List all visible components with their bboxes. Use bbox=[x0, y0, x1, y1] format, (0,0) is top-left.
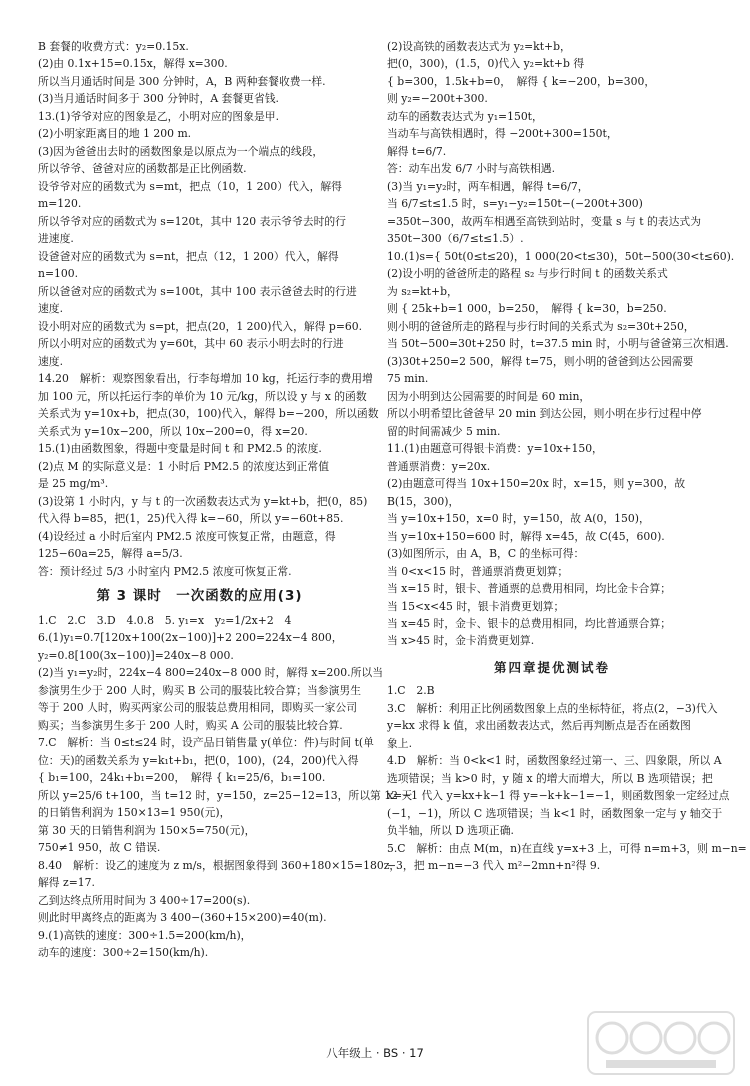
answer-line: 当 y=10x+150，x=0 时，y=150，故 A(0，150)， bbox=[387, 512, 650, 526]
answer-line: y=kx 求得 k 值，求出函数表达式，然后再判断点是否在函数图 bbox=[387, 719, 691, 733]
answer-line: 当 0<x<15 时，普通票消费更划算； bbox=[387, 564, 569, 578]
answer-line: (2)由题意可得当 10x+150=20x 时，x=15，则 y=300，故 bbox=[387, 477, 686, 491]
answer-line: 当 6/7≤t≤1.5 时，s=y₁−y₂=150t−(−200t+300) bbox=[387, 197, 643, 211]
answer-line: (3)当月通话时间多于 300 分钟时，A 套餐更省钱. bbox=[38, 92, 279, 106]
answer-line: 5.C 解析：由点 M(m，n)在直线 y=x+3 上，可得 n=m+3，则 m−n= bbox=[387, 841, 747, 855]
answer-line: (−1，−1)，所以 C 选项错误；当 k<1 时，函数图象一定与 y 轴交于 bbox=[387, 806, 723, 820]
answer-line: B 套餐的收费方式：y₂=0.15x. bbox=[38, 40, 189, 53]
answer-line: 4.D 解析：当 0<k<1 时，函数图象经过第一、三、四象限，所以 A bbox=[387, 754, 722, 768]
answer-line: (3)设第 1 小时内，y 与 t 的一次函数表达式为 y=kt+b，把(0，85) bbox=[38, 494, 368, 508]
answer-line: 普通票消费：y=20x. bbox=[387, 459, 491, 473]
answer-line: 是 25 mg/m³. bbox=[38, 477, 109, 491]
answer-line: 8.40 解析：设乙的速度为 z m/s，根据图象得到 360+180×15=180z， bbox=[38, 858, 401, 872]
answer-line: 动车的速度：300÷2=150(km/h). bbox=[38, 946, 209, 960]
answer-line: 1.C 2.C 3.D 4.0.8 5. y₁=x y₂=1/2x+2 4 bbox=[38, 613, 292, 627]
test-title: 第四章提优测试卷 bbox=[493, 659, 610, 675]
answer-line: 125−60a=25，解得 a=5/3. bbox=[38, 547, 183, 561]
answer-line: 所以小明希望比爸爸早 20 min 到达公园，则小明在步行过程中停 bbox=[387, 407, 702, 421]
answer-line: 乙到达终点所用时间为 3 400÷17=200(s). bbox=[38, 893, 251, 907]
answer-line: (2)设小明的爸爸所走的路程 s₂ 与步行时间 t 的函数关系式 bbox=[387, 267, 668, 281]
answer-line: 解得 t=6/7. bbox=[387, 144, 447, 158]
answer-line: (3)当 y₁=y₂时，两车相遇，解得 t=6/7， bbox=[387, 179, 589, 193]
answer-line: 750≠1 950，故 C 错误. bbox=[38, 841, 161, 855]
answer-line: (2)由 0.1x+15=0.15x，解得 x=300. bbox=[38, 57, 228, 71]
answer-line: =350t−300，故两车相遇至高铁到站时，变量 s 与 t 的表达式为 bbox=[387, 214, 701, 228]
answer-line: 象上. bbox=[387, 736, 413, 750]
answer-line: 答：动车出发 6/7 小时与高铁相遇. bbox=[387, 162, 556, 176]
answer-line: 参演男生少于 200 人时，购买 B 公司的服装比较合算；当参演男生 bbox=[38, 683, 361, 697]
watermark-logo bbox=[586, 1008, 736, 1078]
answer-line: 1.C 2.B bbox=[387, 684, 435, 698]
answer-line: m=120. bbox=[38, 197, 82, 211]
answer-line: B(15，300)， bbox=[387, 494, 460, 508]
answer-line: 关系式为 y=10x−200，所以 10x−200=0，得 x=20. bbox=[38, 424, 308, 438]
answer-line: x=−1 代入 y=kx+k−1 得 y=−k+k−1=−1，则函数图象一定经过点 bbox=[387, 789, 730, 803]
answer-line: 速度. bbox=[38, 302, 64, 316]
answer-line: 留的时间需减少 5 min. bbox=[387, 424, 501, 438]
answer-line: 当 x=15 时，银卡、普通票的总费用相同，均比金卡合算； bbox=[387, 582, 672, 596]
answer-line: 11.(1)由题意可得银卡消费：y=10x+150， bbox=[387, 442, 603, 456]
answer-line: { b₁=100，24k₁+b₁=200， 解得 { k₁=25/6，b₁=100. bbox=[38, 771, 326, 785]
answer-line: 则小明的爸爸所走的路程与步行时间的关系式为 s₂=30t+250， bbox=[387, 319, 695, 333]
answer-line: (4)设经过 a 小时后室内 PM2.5 浓度可恢复正常，由题意，得 bbox=[38, 529, 336, 543]
answer-line: 负半轴，所以 D 选项正确. bbox=[387, 824, 514, 838]
left-answers-top bbox=[38, 38, 379, 580]
answer-line: 6.(1)y₁=0.7[120x+100(2x−100)]+2 200=224x−4 800， bbox=[38, 631, 343, 645]
page-footer: 八年级上 · BS · 17 bbox=[326, 1046, 424, 1060]
right-column bbox=[387, 38, 747, 875]
answer-line: 当动车与高铁相遇时，得 −200t+300=150t， bbox=[387, 127, 618, 141]
answer-line: 当 50t−500=30t+250 时，t=37.5 min 时，小明与爸爸第三次相遇. bbox=[387, 337, 729, 351]
answer-line: (2)设高铁的函数表达式为 y₂=kt+b， bbox=[387, 40, 571, 53]
answer-line: 动车的函数表达式为 y₁=150t， bbox=[387, 109, 543, 123]
answer-line: 选项错误；当 k>0 时，y 随 x 的增大而增大，所以 B 选项错误；把 bbox=[387, 771, 713, 785]
answer-line: 350t−300（6/7≤t≤1.5）. bbox=[387, 232, 524, 246]
answer-line: 解得 z=17. bbox=[38, 876, 95, 890]
answer-line: 当 x=45 时，金卡、银卡的总费用相同，均比普通票合算； bbox=[387, 616, 672, 630]
answer-line: 进速度. bbox=[38, 232, 74, 246]
answer-line: 13.(1)爷爷对应的图象是乙，小明对应的图象是甲. bbox=[38, 109, 280, 123]
answer-line: (3)因为爸爸出去时的函数图象是以原点为一个端点的线段， bbox=[38, 144, 324, 158]
answer-line: 所以当月通话时间是 300 分钟时，A，B 两种套餐收费一样. bbox=[38, 74, 326, 88]
answer-line: n=100. bbox=[38, 267, 79, 281]
answer-line: (2)当 y₁=y₂时，224x−4 800=240x−8 000 时，解得 x=200.所以当 bbox=[38, 666, 383, 680]
answer-line: 则 y₂=−200t+300. bbox=[387, 92, 488, 106]
answer-line: (3)如图所示，由 A，B，C 的坐标可得： bbox=[387, 547, 585, 561]
answer-line: 因为小明到达公园需要的时间是 60 min， bbox=[387, 389, 591, 403]
answer-line: 所以小明对应的函数式为 y=60t，其中 60 表示小明去时的行进 bbox=[38, 337, 344, 351]
answer-line: 等于 200 人时，购买两家公司的服装总费用相同，即购买一家公司 bbox=[38, 701, 357, 715]
answer-line: (3)30t+250=2 500，解得 t=75，则小明的爸爸到达公园需要 bbox=[387, 354, 694, 368]
answer-line: 3.C 解析：利用正比例函数图象上点的坐标特征，将点(2，−3)代入 bbox=[387, 701, 718, 715]
answer-line: 当 15<x<45 时，银卡消费更划算； bbox=[387, 599, 565, 613]
answer-line: −3，把 m−n=−3 代入 m²−2mn+n²得 9. bbox=[387, 859, 601, 873]
answer-line: 所以爷爷、爸爸对应的函数都是正比例函数. bbox=[38, 162, 247, 176]
answer-line: 当 x>45 时，金卡消费更划算. bbox=[387, 634, 535, 648]
lesson-title: 第 3 课时 一次函数的应用(3) bbox=[96, 588, 303, 605]
answer-line: (2)点 M 的实际意义是：1 小时后 PM2.5 的浓度达到正常值 bbox=[38, 459, 330, 473]
answer-line: 则 { 25k+b=1 000，b=250， 解得 { k=30，b=250. bbox=[387, 302, 667, 316]
answer-line: 所以爷爷对应的函数式为 s=120t，其中 120 表示爷爷去时的行 bbox=[38, 214, 346, 228]
answer-line: { b=300，1.5k+b=0， 解得 { k=−200，b=300， bbox=[387, 74, 656, 88]
answer-line: 代入得 b=85，把(1，25)代入得 k=−60，所以 y=−60t+85. bbox=[38, 512, 344, 526]
answer-line: 14.20 解析：观察图象看出，行李每增加 10 kg，托运行李的费用增 bbox=[38, 372, 373, 386]
answer-line: 设爸爸对应的函数式为 s=nt，把点（12，1 200）代入，解得 bbox=[38, 249, 339, 263]
answer-line: 第 30 天的日销售利润为 150×5=750(元)， bbox=[38, 823, 256, 837]
answer-line: 速度. bbox=[38, 354, 64, 368]
answer-line: 设爷爷对应的函数式为 s=mt，把点（10，1 200）代入，解得 bbox=[38, 179, 342, 193]
answer-line: 加 100 元，所以托运行李的单价为 10 元/kg，所以设 y 与 x 的函数 bbox=[38, 389, 367, 403]
answer-line: 9.(1)高铁的速度：300÷1.5=200(km/h)， bbox=[38, 928, 252, 942]
answer-line: 所以 y=25/6 t+100，当 t=12 时，y=150，z=25−12=13，所以第 12 天 bbox=[38, 788, 413, 802]
answer-line: 75 min. bbox=[387, 372, 429, 386]
answer-line: 把(0，300)，(1.5，0)代入 y₂=kt+b 得 bbox=[387, 57, 585, 71]
answer-line: 15.(1)由函数图象，得题中变量是时间 t 和 PM2.5 的浓度. bbox=[38, 442, 322, 456]
answer-line: 位：天)的函数关系为 y=k₁t+b₁，把(0，100)，(24，200)代入得 bbox=[38, 753, 359, 767]
answer-line: 当 y=10x+150=600 时，解得 x=45，故 C(45，600). bbox=[387, 529, 665, 543]
answer-line: 关系式为 y=10x+b，把点(30，100)代入，解得 b=−200，所以函数 bbox=[38, 407, 379, 421]
right-answers-top bbox=[387, 38, 735, 650]
answer-line: y₂=0.8[100(3x−100)]=240x−8 000. bbox=[38, 648, 234, 662]
answer-line: 则此时甲离终点的距离为 3 400−(360+15×200)=40(m). bbox=[38, 911, 327, 925]
answer-line: 所以爸爸对应的函数式为 s=100t，其中 100 表示爸爸去时的行进 bbox=[38, 284, 357, 298]
answer-line: 10.(1)s={ 50t(0≤t≤20)，1 000(20<t≤30)，50t−500(30<t≤60). bbox=[387, 249, 735, 263]
answer-line: 的日销售利润为 150×13=1 950(元)， bbox=[38, 806, 231, 820]
answer-line: 为 s₂=kt+b， bbox=[387, 284, 458, 298]
answer-line: (2)小明家距离目的地 1 200 m. bbox=[38, 127, 192, 141]
answer-line: 7.C 解析：当 0≤t≤24 时，设产品日销售量 y(单位：件)与时间 t(单 bbox=[38, 736, 374, 750]
answer-line: 购买；当参演男生多于 200 人时，购买 A 公司的服装比较合算. bbox=[38, 718, 343, 732]
answer-line: 设小明对应的函数式为 s=pt，把点(20，1 200)代入，解得 p=60. bbox=[38, 319, 363, 333]
answer-line: 答：预计经过 5/3 小时室内 PM2.5 浓度可恢复正常. bbox=[38, 564, 292, 578]
right-answers-bottom bbox=[387, 682, 747, 874]
